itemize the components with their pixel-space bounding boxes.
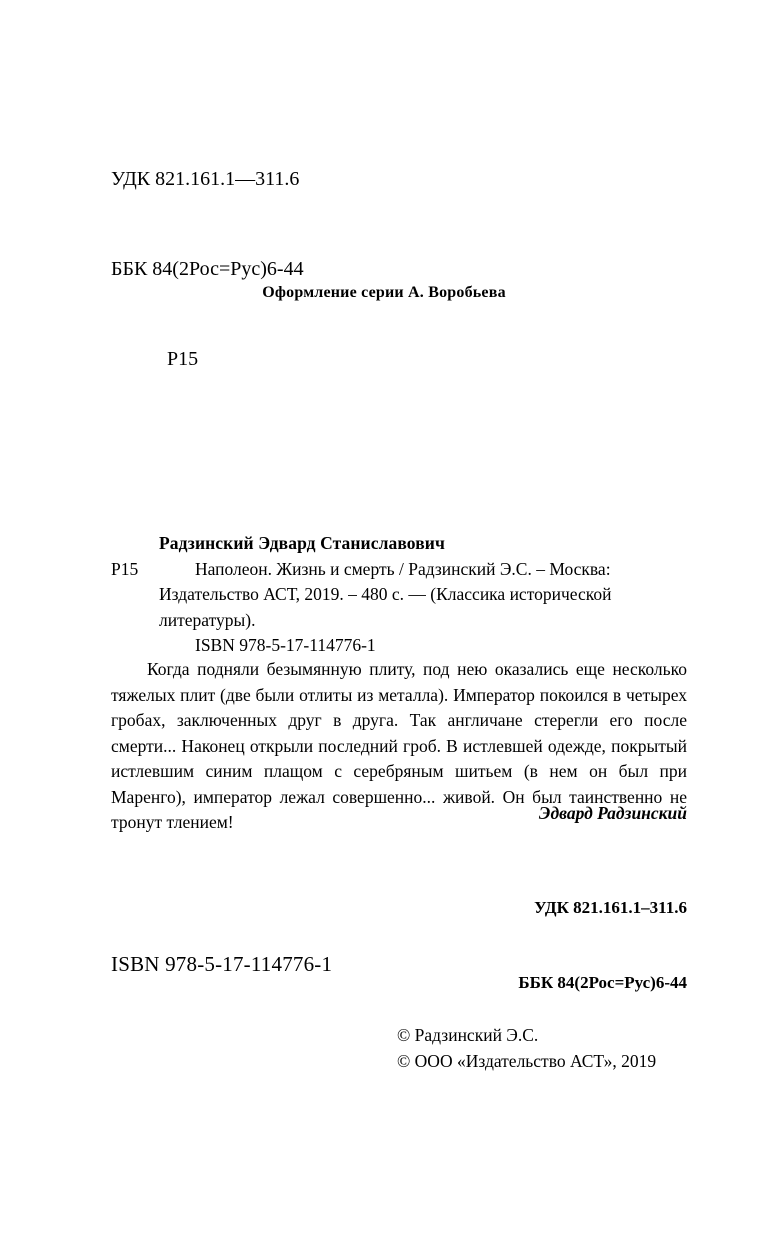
copyright-block	[397, 1022, 656, 1074]
description-wrapper	[111, 557, 689, 634]
copyright-publisher: © ООО «Издательство АСТ», 2019	[397, 1051, 657, 1071]
udk-code-top: УДК 821.161.1—311.6	[111, 168, 300, 190]
classification-block-top	[111, 104, 304, 434]
annotation-signature: Эдвард Радзинский	[538, 803, 687, 823]
bbk-code-top: ББК 84(2Рос=Рус)6-44	[111, 258, 304, 280]
shelf-mark-biblio: Р15	[111, 558, 139, 579]
copyright-author: © Радзинский Э.С.	[397, 1025, 539, 1045]
series-design-credit: Оформление серии А. Воробьева	[262, 284, 506, 301]
author-full-name: Радзинский Эдвард Станиславович	[159, 533, 445, 553]
classification-block-bottom	[111, 845, 687, 1045]
biblio-isbn: ISBN 978-5-17-114776-1	[195, 635, 376, 655]
shelf-mark-top: Р15	[167, 348, 199, 370]
bbk-code-bottom: ББК 84(2Рос=Рус)6-44	[518, 973, 687, 992]
isbn-main: ISBN 978-5-17-114776-1	[111, 952, 333, 976]
annotation-paragraph: Когда подняли безымянную плиту, под нею оказались еще несколько тяжелых плит (две были отлиты из металла). Император покоился в четырех гробах, заключенных друг в друга. Так англичане стерегли его после смерти... Наконец открыли последний гроб. В истлевшей одежде, покрытый истлевшим синим плащом с серебряным шитьем (в нем он был при Маренго), император лежал совершенно... живой. Он был таинственно не тронут тлением!	[111, 659, 687, 832]
biblio-description-text: Наполеон. Жизнь и смерть / Радзинский Э.С. – Москва: Издательство АСТ, 2019. – 480 с. — (Классика исторической литературы).	[159, 558, 612, 630]
bibliographic-description	[111, 531, 689, 659]
udk-code-bottom: УДК 821.161.1–311.6	[534, 898, 687, 917]
